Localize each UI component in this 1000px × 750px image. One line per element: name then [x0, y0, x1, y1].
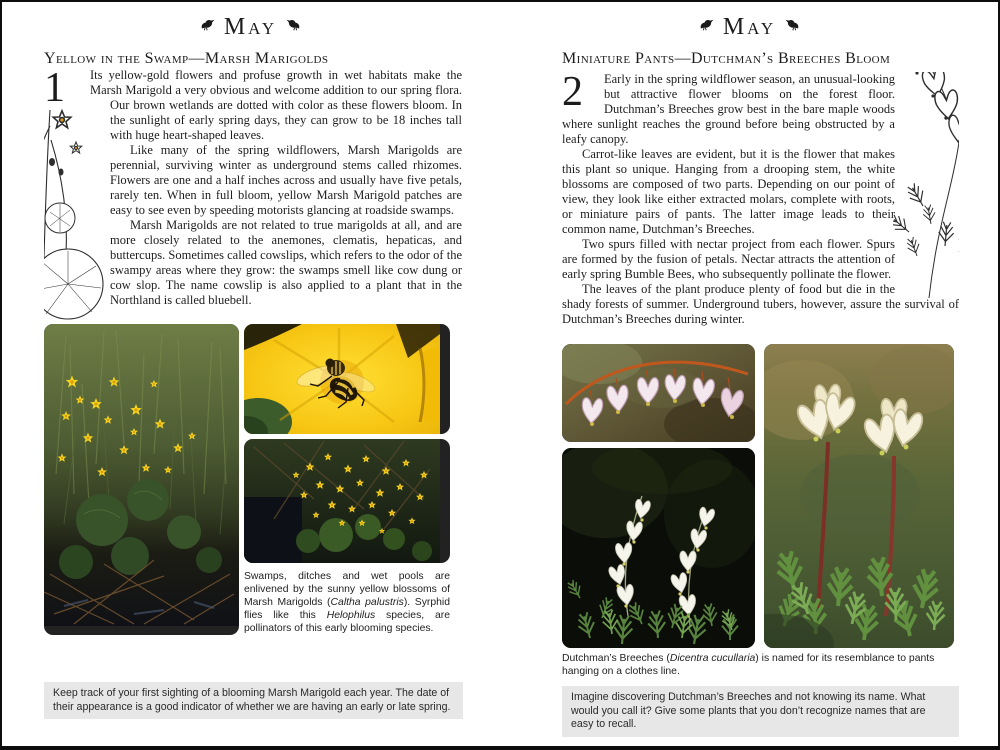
caption-text: ). Syrphid flies like this — [244, 597, 450, 621]
section-title: Miniature Pants—Dutchman’s Breeches Bloom — [562, 50, 891, 67]
caption-text: ) is named for its resemblance to pants hanging on a clothes line. — [562, 653, 935, 677]
paragraph-4: The leaves of the plant produce plenty of food but die in the shady forests of summer. Underground tubers, however, assure the survival of Dutchman’s Breeches during winter. — [562, 282, 959, 326]
page-left — [2, 2, 499, 746]
photo-dutchmans-breeches-pink — [562, 344, 755, 442]
paragraph-2: Carrot-like leaves are evident, but it is the flower that makes this plant so unique. Hanging from a drooping stem, the white blossoms are composed of two parts. Depending on our point of view, they look like either extracted molars, complete with roots, or miniature pairs of pants. The latter image leads to their common name, Dutchman’s Breeches. — [562, 147, 895, 236]
caption-text: Dutchman’s Breeches ( — [562, 653, 670, 664]
body-text — [562, 72, 959, 342]
page-right — [501, 2, 998, 746]
caption-text: species, are pollinators of this early blooming species. — [244, 610, 450, 634]
caption-species-italic: Dicentra cucullaria — [669, 653, 756, 664]
photo-dutchmans-breeches-stems — [764, 344, 954, 648]
dutchmans-breeches-line-drawing — [895, 72, 959, 296]
month-header — [2, 15, 499, 39]
section-title: Yellow in the Swamp—Marsh Marigolds — [44, 50, 329, 67]
caption-genus-italic: Helophilus — [326, 610, 376, 621]
section-number: 1 — [44, 68, 65, 111]
activity-note: Keep track of your first sighting of a blooming Marsh Marigold each year. The date of their appearance is a good indicator of whether we are having an early or late spring. — [44, 682, 463, 719]
section-number: 2 — [562, 72, 583, 115]
photo-caption — [562, 652, 959, 678]
bird-icon-right — [286, 18, 301, 36]
photo-column-left — [562, 344, 755, 648]
body-text — [44, 68, 462, 322]
paragraph-3: Marsh Marigolds are not related to true marigolds at all, and are more closely related to the anemones, clematis, hepaticas, and buttercups. Sometimes called cowslips, which refers to the odor of the swampy areas where they grow: the swamps smell like cow dung or cow slop. The name cowslip is also applied to a plant that in the Northland is called bluebell. — [110, 218, 462, 307]
paragraph-1: Its yellow-gold flowers and profuse growth in wet habitats make the Marsh Marigold a very obvious and welcome addition to our spring flora. Our brown wetlands are dotted with color as these flowers bloom. In the sunlight of early spring days, they can grow to be 18 inches tall with huge heart-shaped leaves. — [90, 68, 462, 142]
photo-caption — [244, 570, 450, 635]
caption-text: Swamps, ditches and wet pools are enlivened by the sunny yellow blossoms of Marsh Marigolds ( — [244, 571, 450, 608]
photo-marsh-marigold-habitat — [44, 324, 239, 635]
photo-group-left-page — [44, 324, 462, 635]
activity-note: Imagine discovering Dutchman’s Breeches and not knowing its name. What would you call it? Give some plants that you don’t recognize names that are easy to recall. — [562, 686, 959, 737]
month-label: May — [223, 14, 278, 40]
month-header — [501, 15, 998, 39]
month-label: May — [722, 14, 777, 40]
caption-species-italic: Caltha palustris — [330, 597, 404, 608]
marsh-marigold-line-drawing — [44, 112, 110, 322]
paragraph-1: Early in the spring wildflower season, an unusual-looking but attractive flower blooms on the forest floor. Dutchman’s Breeches grow best in the bare maple woods where sunlight reaches the ground before being obstructed by a leafy canopy. — [562, 72, 895, 146]
photo-group-right-page — [562, 344, 959, 648]
photo-column-right — [244, 324, 450, 635]
paragraph-3: Two spurs filled with nectar project from each flower. Spurs are formed by the fusion of petals. Nectar attracts the attention of early spring Bumble Bees, who subsequently pollinate the flower. — [562, 237, 895, 281]
photo-dutchmans-breeches-dark — [562, 448, 755, 648]
bird-icon-right — [785, 18, 800, 36]
bird-icon-left — [200, 18, 215, 36]
photo-syrphid-fly-on-marigold — [244, 324, 450, 434]
photo-marigold-cluster — [244, 439, 450, 563]
bird-icon-left — [699, 18, 714, 36]
paragraph-2: Like many of the spring wildflowers, Marsh Marigolds are perennial, surviving winter as underground stems called rhizomes. Flowers are one and a half inches across and usually have five petals, rarely ten. When in full bloom, yellow Marsh Marigold patches are easy to see even by speeding motorists glancing at roadside swamps. — [110, 143, 462, 217]
